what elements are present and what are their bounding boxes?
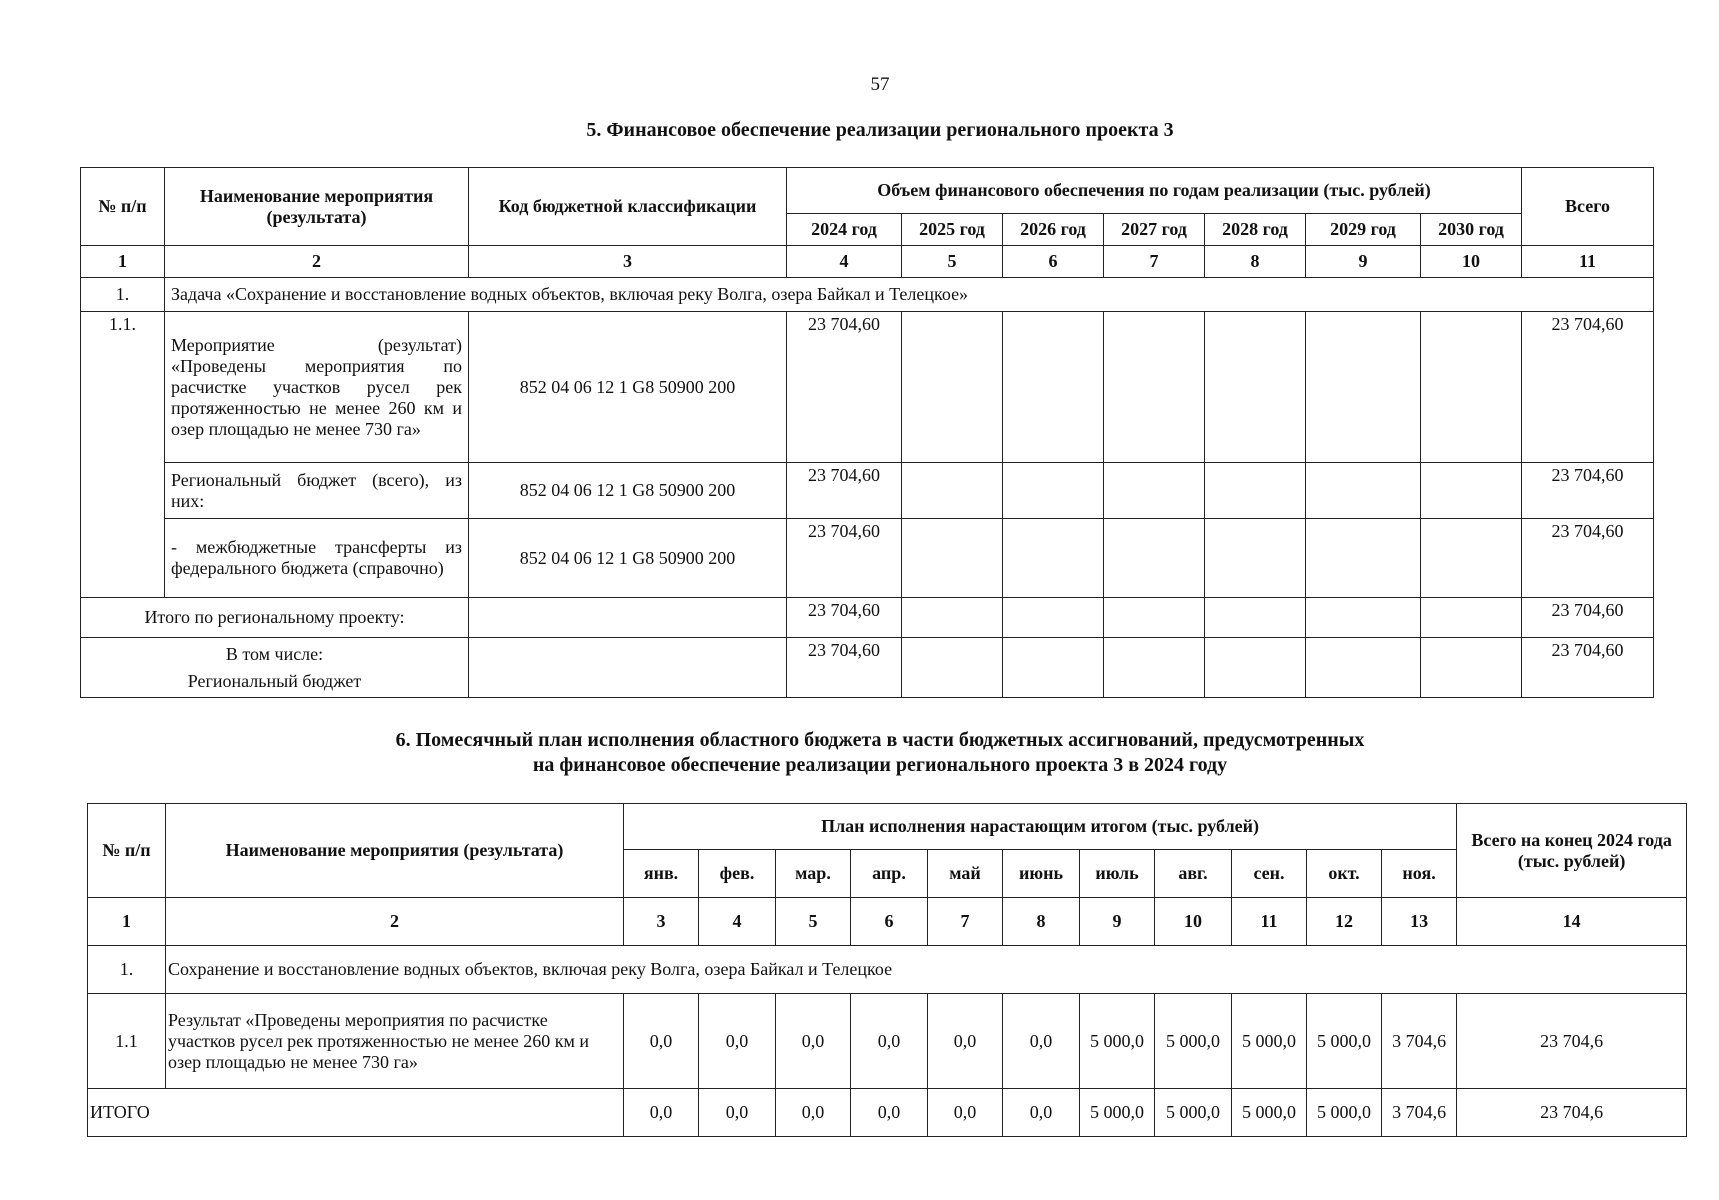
row-total: 23 704,60 [1522,463,1654,519]
header-total: Всего на конец 2024 года (тыс. рублей) [1457,804,1687,898]
result-value: 0,0 [1003,994,1080,1089]
itogo-value: 5 000,0 [1155,1089,1232,1137]
row-num: 1.1. [81,312,165,598]
result-row [88,994,1687,1089]
itogo-value: 0,0 [624,1089,699,1137]
row-2024: 23 704,60 [787,519,902,598]
col-number: 4 [787,246,902,278]
col-number: 8 [1205,246,1306,278]
result-value: 0,0 [928,994,1003,1089]
col-number: 7 [928,898,1003,946]
header-total: Всего [1522,168,1654,246]
itogo-row [81,598,1654,638]
result-value: 5 000,0 [1232,994,1307,1089]
col-number: 8 [1003,898,1080,946]
task-row [81,278,1654,312]
col-number: 2 [166,898,624,946]
itogo-value: 0,0 [776,1089,851,1137]
col-number: 10 [1155,898,1232,946]
header-year: 2027 год [1104,214,1205,246]
result-value: 5 000,0 [1155,994,1232,1089]
section6-title [0,728,1719,778]
itogo-total: 23 704,6 [1457,1089,1687,1137]
row-name: Региональный бюджет (всего), из них: [165,463,469,519]
col-number: 4 [699,898,776,946]
itogo-value: 0,0 [928,1089,1003,1137]
itogo-value: 5 000,0 [1232,1089,1307,1137]
header-month: ноя. [1382,850,1457,898]
row-2024: 23 704,60 [787,312,902,463]
row-2024: 23 704,60 [787,463,902,519]
result-value: 0,0 [851,994,928,1089]
col-number: 1 [81,246,165,278]
col-number: 5 [776,898,851,946]
row-code: 852 04 06 12 1 G8 50900 200 [469,519,787,598]
result-num: 1.1 [88,994,166,1089]
result-value: 3 704,6 [1382,994,1457,1089]
section6-title-line1: 6. Помесячный план исполнения областного бюджета в части бюджетных ассигнований, предусмотренных [395,729,1365,751]
table-row [81,519,1654,598]
monthly-plan-table [87,803,1687,1137]
header-volume: Объем финансового обеспечения по годам реализации (тыс. рублей) [787,168,1522,214]
header-year: 2026 год [1003,214,1104,246]
row-name: Мероприятие (результат) «Проведены мероприятия по расчистке участков русел рек протяженностью не менее 260 км и озер площадью не менее 730 га» [165,312,469,463]
header-month: окт. [1307,850,1382,898]
header-month: июнь [1003,850,1080,898]
result-value: 5 000,0 [1307,994,1382,1089]
header-month: сен. [1232,850,1307,898]
row-code: 852 04 06 12 1 G8 50900 200 [469,463,787,519]
result-total: 23 704,6 [1457,994,1687,1089]
header-num: № п/п [88,804,166,898]
result-value: 0,0 [776,994,851,1089]
result-value: 5 000,0 [1080,994,1155,1089]
header-year: 2024 год [787,214,902,246]
itogo-value: 0,0 [699,1089,776,1137]
itogo-value: 0,0 [1003,1089,1080,1137]
page-number: 57 [870,74,890,95]
col-number: 7 [1104,246,1205,278]
header-month: апр. [851,850,928,898]
header-code: Код бюджетной классификации [469,168,787,246]
itogo-value: 3 704,6 [1382,1089,1457,1137]
task-row [88,946,1687,994]
row-total: 23 704,60 [1522,519,1654,598]
col-number: 11 [1232,898,1307,946]
task-num: 1. [81,278,165,312]
table-row [81,463,1654,519]
col-number: 13 [1382,898,1457,946]
vtom-label-2: Региональный бюджет [187,670,362,691]
section5-title: 5. Финансовое обеспечение реализации регионального проекта 3 [586,119,1174,141]
col-number: 3 [624,898,699,946]
col-number: 9 [1306,246,1421,278]
row-code: 852 04 06 12 1 G8 50900 200 [469,312,787,463]
header-year: 2028 год [1205,214,1306,246]
itogo-value: 5 000,0 [1307,1089,1382,1137]
result-value: 0,0 [699,994,776,1089]
itogo-value: 5 000,0 [1080,1089,1155,1137]
header-month: май [928,850,1003,898]
header-year: 2029 год [1306,214,1421,246]
row-total: 23 704,60 [1522,312,1654,463]
task-text: Задача «Сохранение и восстановление водных объектов, включая реку Волга, озера Байкал и Телецкое» [165,278,1654,312]
result-value: 0,0 [624,994,699,1089]
header-name: Наименование мероприятия (результата) [165,168,469,246]
itogo-row [88,1089,1687,1137]
col-number: 6 [851,898,928,946]
itogo-label: Итого по региональному проекту: [81,598,469,638]
vtom-label-1: В том числе: [225,643,324,664]
col-number: 9 [1080,898,1155,946]
col-number: 2 [165,246,469,278]
section6-title-line2: на финансовое обеспечение реализации регионального проекта 3 в 2024 году [532,754,1228,776]
header-month: июль [1080,850,1155,898]
header-month: фев. [699,850,776,898]
table-row [81,312,1654,463]
col-number: 11 [1522,246,1654,278]
vtom-label [81,638,469,698]
vtom-row [81,638,1654,698]
result-name: Результат «Проведены мероприятия по расчистке участков русел рек протяженностью не менее 260 км и озер площадью не менее 730 га» [166,994,624,1089]
header-year: 2030 год [1421,214,1522,246]
task-text: Сохранение и восстановление водных объектов, включая реку Волга, озера Байкал и Телецкое [166,946,1687,994]
itogo-label: ИТОГО [88,1089,624,1137]
header-year: 2025 год [902,214,1003,246]
row-name: - межбюджетные трансферты из федерального бюджета (справочно) [165,519,469,598]
vtom-2024: 23 704,60 [787,638,902,698]
col-number: 5 [902,246,1003,278]
header-plan: План исполнения нарастающим итогом (тыс. рублей) [624,804,1457,850]
header-month: мар. [776,850,851,898]
itogo-2024: 23 704,60 [787,598,902,638]
col-number: 10 [1421,246,1522,278]
col-number: 14 [1457,898,1687,946]
col-number: 12 [1307,898,1382,946]
vtom-total: 23 704,60 [1522,638,1654,698]
header-name: Наименование мероприятия (результата) [166,804,624,898]
financing-table [80,167,1654,698]
col-number: 1 [88,898,166,946]
col-number: 6 [1003,246,1104,278]
itogo-value: 0,0 [851,1089,928,1137]
header-num: № п/п [81,168,165,246]
itogo-total: 23 704,60 [1522,598,1654,638]
header-month: янв. [624,850,699,898]
col-number: 3 [469,246,787,278]
task-num: 1. [88,946,166,994]
header-month: авг. [1155,850,1232,898]
